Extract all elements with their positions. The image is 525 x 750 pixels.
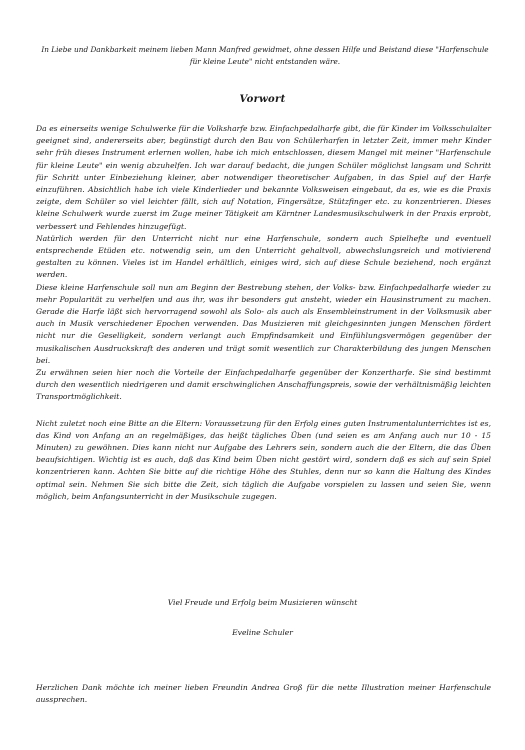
paragraph: Zu erwähnen seien hier noch die Vorteile der Einfachpedalharfe gegenüber der Konzertharfe. Sie sind bestimmt durch den wesentlich niedrigeren und damit erschwinglichen Anschaffungspreis, sowie der verhältnismäßig leichten Transportmöglichkeit. <box>36 368 491 402</box>
paragraph: Nicht zuletzt noch eine Bitte an die Eltern: Voraussetzung für den Erfolg eines guten Instrumentalunterrichtes ist es, das Kind von Anfang an an regelmäßiges, das heißt tägliches Üben (und seien es am Anfang auch nur 10 - 15 Minuten) zu gewöhnen. Dies kann nicht nur Aufgabe des Lehrers sein, sondern auch die der Eltern, die das Üben beaufsichtigen. Wichtig ist es auch, daß das Kind beim Üben nicht gestört wird, sondern daß es sich auf sein Spiel konzentrieren kann. Achten Sie bitte auf die richtige Höhe des Stuhles, denn nur so kann die Haltung des Kindes optimal sein. Nehmen Sie sich bitte die Zeit, sich täglich die Aufgabe vorspielen zu lassen und seien Sie, wenn möglich, beim Anfangsunterricht in der Musikschule zugegen. <box>36 418 491 501</box>
paragraph: Da es einerseits wenige Schulwerke für die Volksharfe bzw. Einfachpedalharfe gibt, die für Kinder im Volksschulalter geeignet sind, andererseits aber, begünstigt durch den Bau von Schülerharfen in letzter Zeit, immer mehr Kinder sehr früh dieses Instrument erlernen wollen, habe ich mich entschlossen, diesem Mangel mit meiner "Harfenschule für kleine Leute" ein wenig abzuhelfen. Ich war darauf bedacht, die jungen Schüler möglichst langsam und Schritt für Schritt unter Einbeziehung kleiner, aber notwendiger theoretischer Aufgaben, in das Spiel auf der Harfe einzuführen. Absichtlich habe ich viele Kinderlieder und bekannte Volksweisen eingebaut, da es, wie es die Praxis zeigte, dem Schüler so viel leichter fällt, sich auf Notation, Fingersätze, Stützfinger etc. zu konzentrieren. Dieses kleine Schulwerk wurde zuerst im Zuge meiner Tätigkeit am Kärntner Landesmusikschulwerk in der Praxis erprobt, verbessert und Fehlendes hinzugefügt. <box>36 124 491 231</box>
page-title: Vorwort <box>239 94 286 105</box>
paragraph: Diese kleine Harfenschule soll nun am Beginn der Bestrebung stehen, der Volks- bzw. Einfachpedalharfe wieder zu mehr Popularität zu verhelfen und aus ihr, was ihr besonders gut ansteht, wieder ein Hausinstrument zu machen. Gerade die Harfe läßt sich hervorragend sowohl als Solo- als auch als Ensembleinstrument in der Volksmusik aber auch in Musik verschiedener Epochen verwenden. Das Musizieren mit gleichgesinnten jungen Menschen fördert nicht nur die Geselligkeit, sondern verlangt auch Empfindsamkeit und Einfühlungsvermögen gegenüber der musikalischen Ausdruckskraft des anderen und trägt somit wesentlich zur Charakterbildung des jungen Menschen bei. <box>36 282 491 365</box>
paragraph: Natürlich werden für den Unterricht nicht nur eine Harfenschule, sondern auch Spielhefte und eventuell entsprechende Etüden etc. notwendig sein, um den Unterricht gehaltvoll, abwechslungsreich und motivierend gestalten zu können. Vieles ist im Handel erhältlich, einiges wird, sich auf diese Schule beziehend, noch ergänzt werden. <box>36 233 491 280</box>
closing-line: Viel Freude und Erfolg beim Musizieren wünscht <box>167 598 358 607</box>
foreword-body <box>36 123 491 503</box>
acknowledgement: Herzlichen Dank möchte ich meiner lieben Freundin Andrea Groß für die nette Illustration meiner Harfenschule aussprechen. <box>36 683 491 705</box>
dedication: In Liebe und Dankbarkeit meinem lieben Mann Manfred gewidmet, ohne dessen Hilfe und Beistand diese "Harfenschule für kleine Leute" nicht entstanden wäre. <box>41 45 489 66</box>
author-signature: Eveline Schuler <box>232 628 293 637</box>
